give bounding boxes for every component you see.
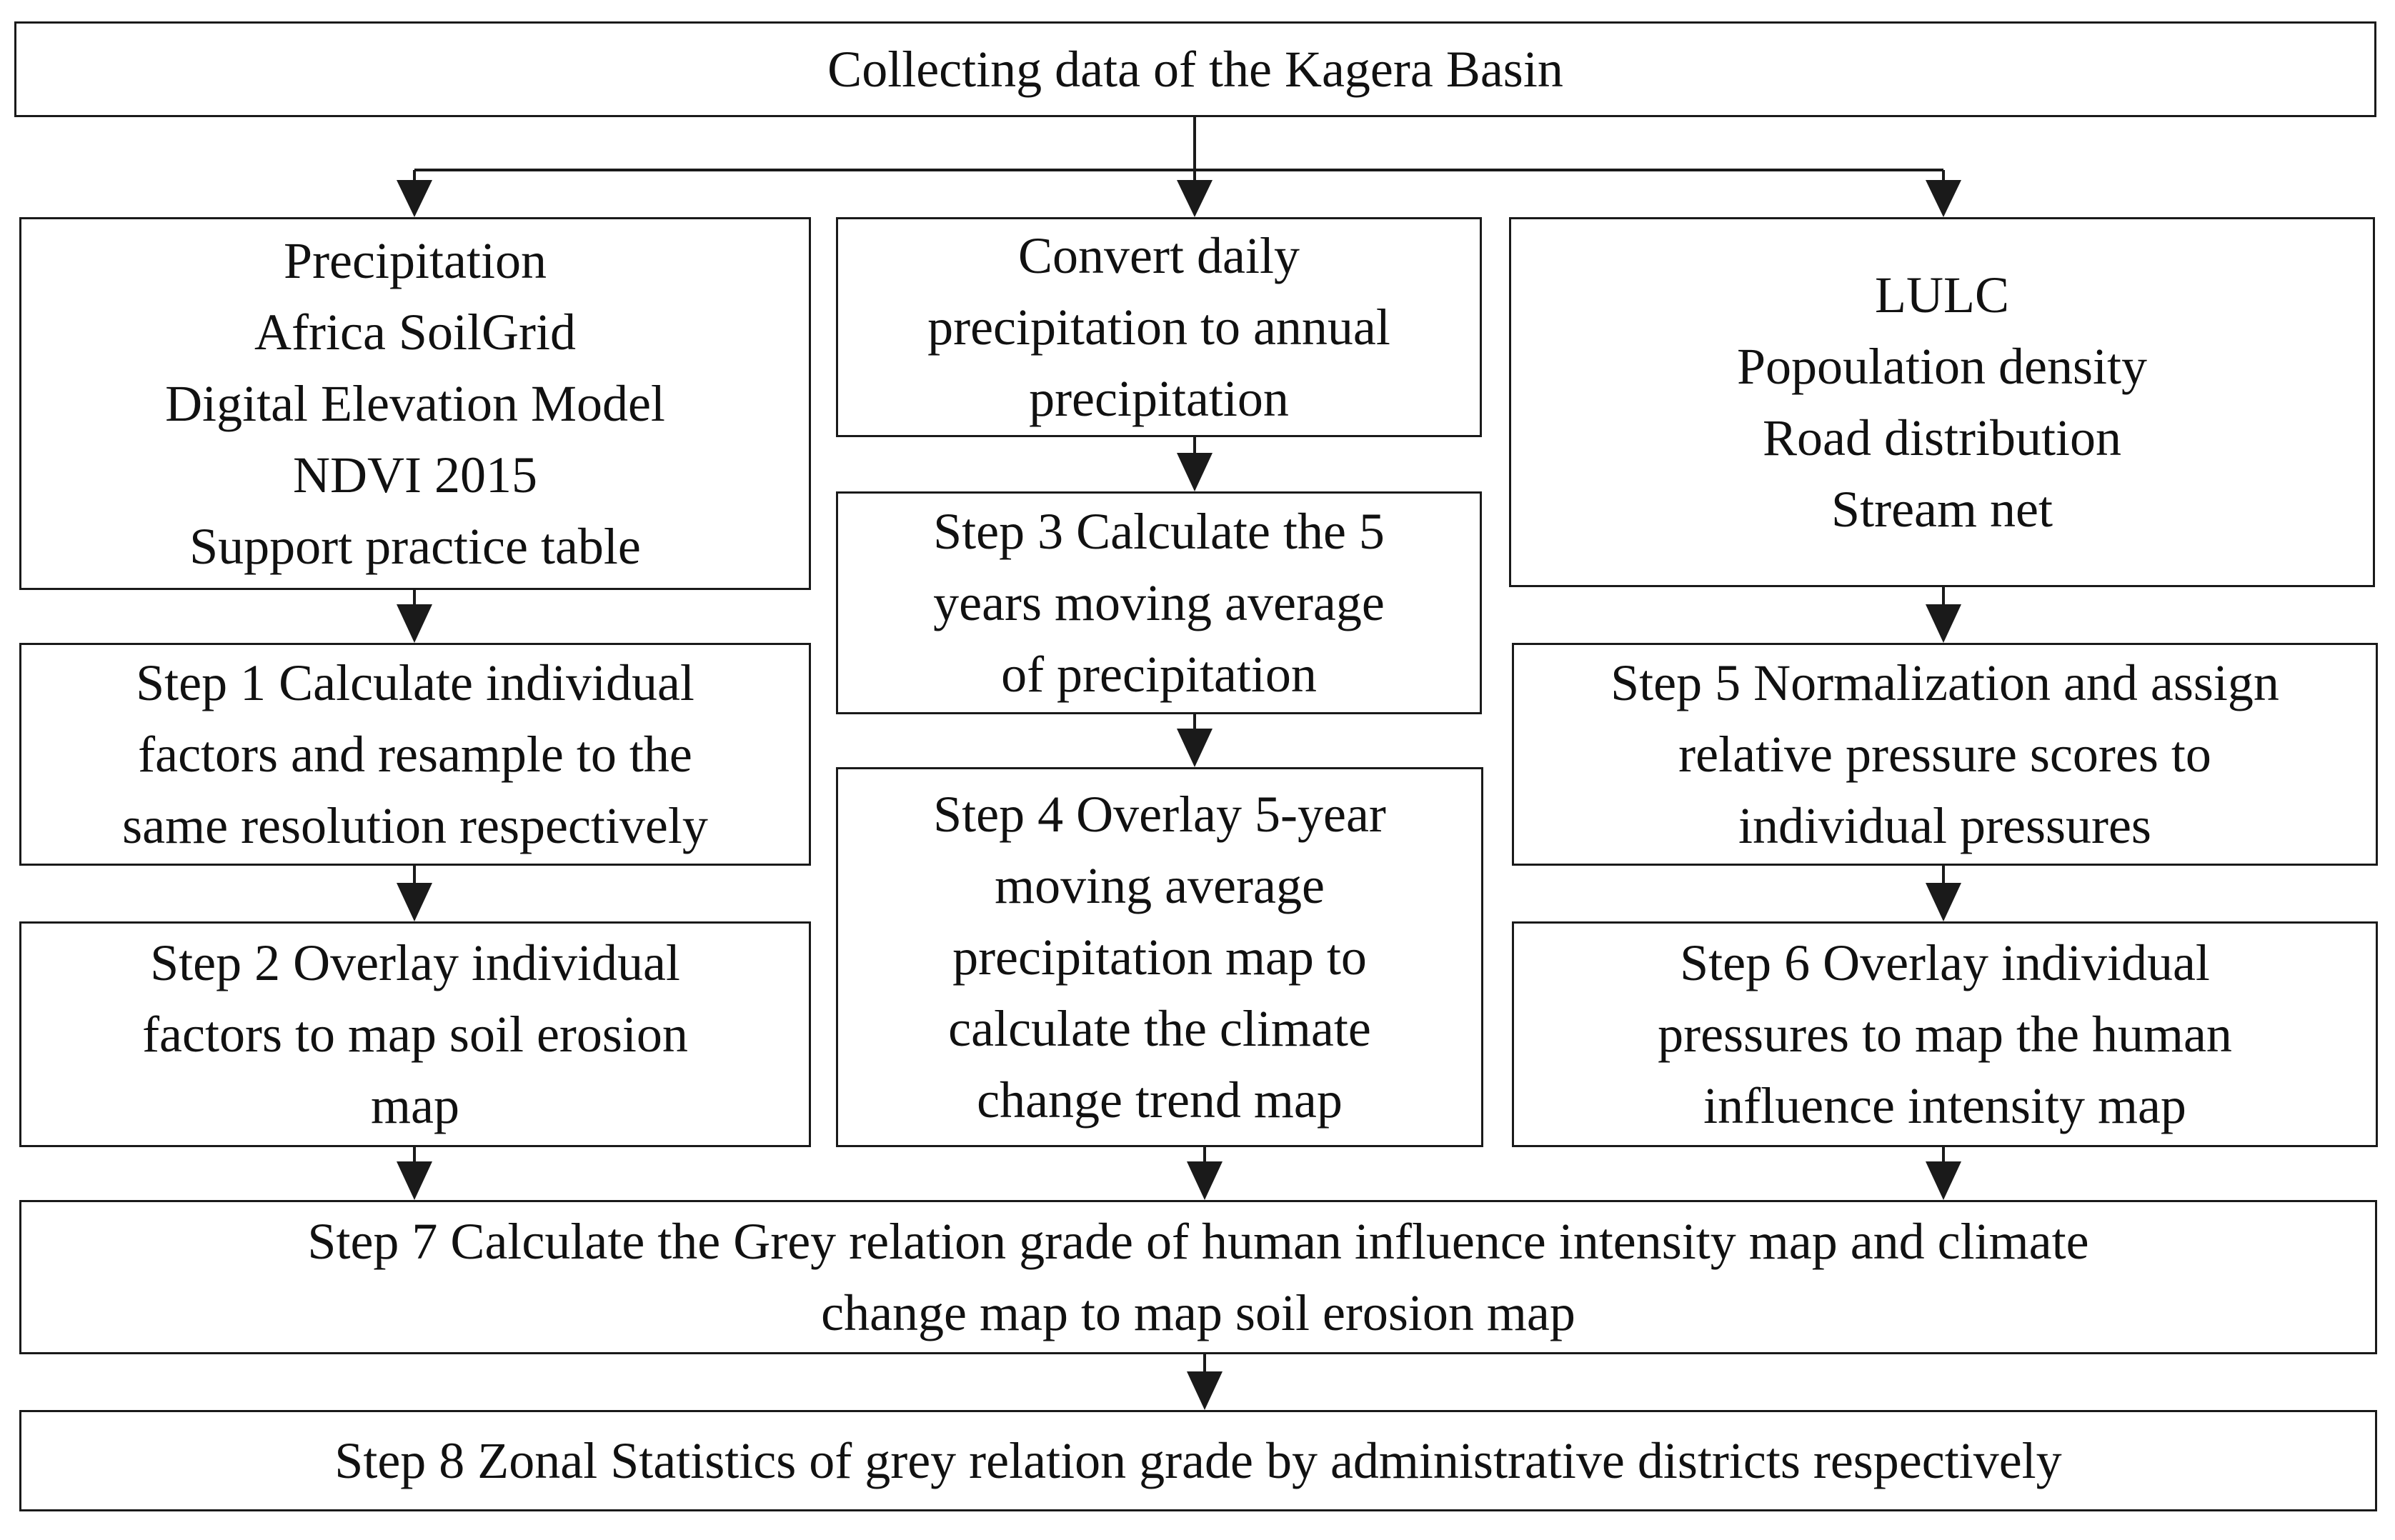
- arrowhead-step8: [1187, 1371, 1223, 1410]
- middle-input-line-2: precipitation to annual: [927, 299, 1390, 356]
- step4-line-1: Step 4 Overlay 5-year: [933, 786, 1386, 843]
- arrowhead-left-step2: [397, 883, 432, 921]
- step2-line-1: Step 2 Overlay individual: [150, 934, 680, 991]
- step5-line-2: relative pressure scores to: [1678, 726, 2211, 783]
- step6-line-3: influence intensity map: [1703, 1077, 2186, 1134]
- step6-line-2: pressures to map the human: [1658, 1006, 2232, 1063]
- step7-box: [19, 1200, 2377, 1354]
- step4-line-5: change trend map: [977, 1071, 1343, 1129]
- step4-line-2: moving average: [995, 857, 1325, 914]
- step4-line-4: calculate the climate: [948, 1000, 1371, 1057]
- step1-line-3: same resolution respectively: [122, 797, 708, 854]
- arrowhead-middle-step3: [1177, 453, 1213, 491]
- step2-box: [19, 921, 811, 1147]
- right-input-population: Popoulation density: [1737, 338, 2147, 395]
- title-box: [14, 21, 2376, 117]
- right-input-lulc: LULC: [1875, 266, 2009, 324]
- step1-line-1: Step 1 Calculate individual: [136, 654, 694, 711]
- arrowhead-left-inputs: [397, 180, 432, 217]
- right-inputs-box: [1509, 217, 2375, 587]
- step1-box: [19, 643, 811, 866]
- step4-line-3: precipitation map to: [952, 929, 1367, 986]
- step3-box: [836, 491, 1482, 714]
- arrowhead-step7-right: [1926, 1161, 1961, 1200]
- step7-line-1: Step 7 Calculate the Grey relation grade of human influence intensity map and climate: [307, 1213, 2089, 1270]
- middle-input-line-3: precipitation: [1029, 370, 1289, 427]
- arrowhead-step7-middle: [1187, 1161, 1223, 1200]
- step8-box: [19, 1410, 2377, 1511]
- arrowhead-middle-inputs: [1177, 180, 1213, 217]
- step6-line-1: Step 6 Overlay individual: [1680, 934, 2210, 991]
- left-input-support-practice: Support practice table: [189, 518, 641, 575]
- step8-line-1: Step 8 Zonal Statistics of grey relation grade by administrative districts respectively: [334, 1432, 2062, 1489]
- arrowhead-step7-left: [397, 1161, 432, 1200]
- right-input-road: Road distribution: [1763, 409, 2121, 466]
- step2-line-3: map: [371, 1077, 459, 1134]
- step2-line-2: factors to map soil erosion: [142, 1006, 688, 1063]
- step3-line-1: Step 3 Calculate the 5: [933, 503, 1385, 560]
- step5-line-1: Step 5 Normalization and assign: [1610, 654, 2279, 711]
- step3-line-2: years moving average: [933, 574, 1385, 631]
- title-text: Collecting data of the Kagera Basin: [827, 41, 1563, 98]
- left-input-soilgrid: Africa SoilGrid: [254, 304, 576, 361]
- arrowhead-middle-step4: [1177, 729, 1213, 767]
- arrowhead-left-step1: [397, 604, 432, 643]
- left-input-ndvi: NDVI 2015: [293, 446, 537, 504]
- step5-box: [1512, 643, 2378, 866]
- step5-line-3: individual pressures: [1738, 797, 2151, 854]
- arrowhead-right-step5: [1926, 604, 1961, 643]
- left-input-dem: Digital Elevation Model: [165, 375, 665, 432]
- step1-line-2: factors and resample to the: [138, 726, 692, 783]
- arrowhead-right-inputs: [1926, 180, 1961, 217]
- step6-box: [1512, 921, 2378, 1147]
- right-input-stream: Stream net: [1831, 481, 2053, 538]
- step4-box: [836, 767, 1483, 1147]
- middle-inputs-box: [836, 217, 1482, 437]
- left-input-precipitation: Precipitation: [284, 232, 547, 289]
- arrowhead-right-step6: [1926, 883, 1961, 921]
- step7-line-2: change map to map soil erosion map: [821, 1284, 1575, 1341]
- left-inputs-box: [19, 217, 811, 590]
- step3-line-3: of precipitation: [1001, 646, 1317, 703]
- middle-input-line-1: Convert daily: [1018, 227, 1300, 284]
